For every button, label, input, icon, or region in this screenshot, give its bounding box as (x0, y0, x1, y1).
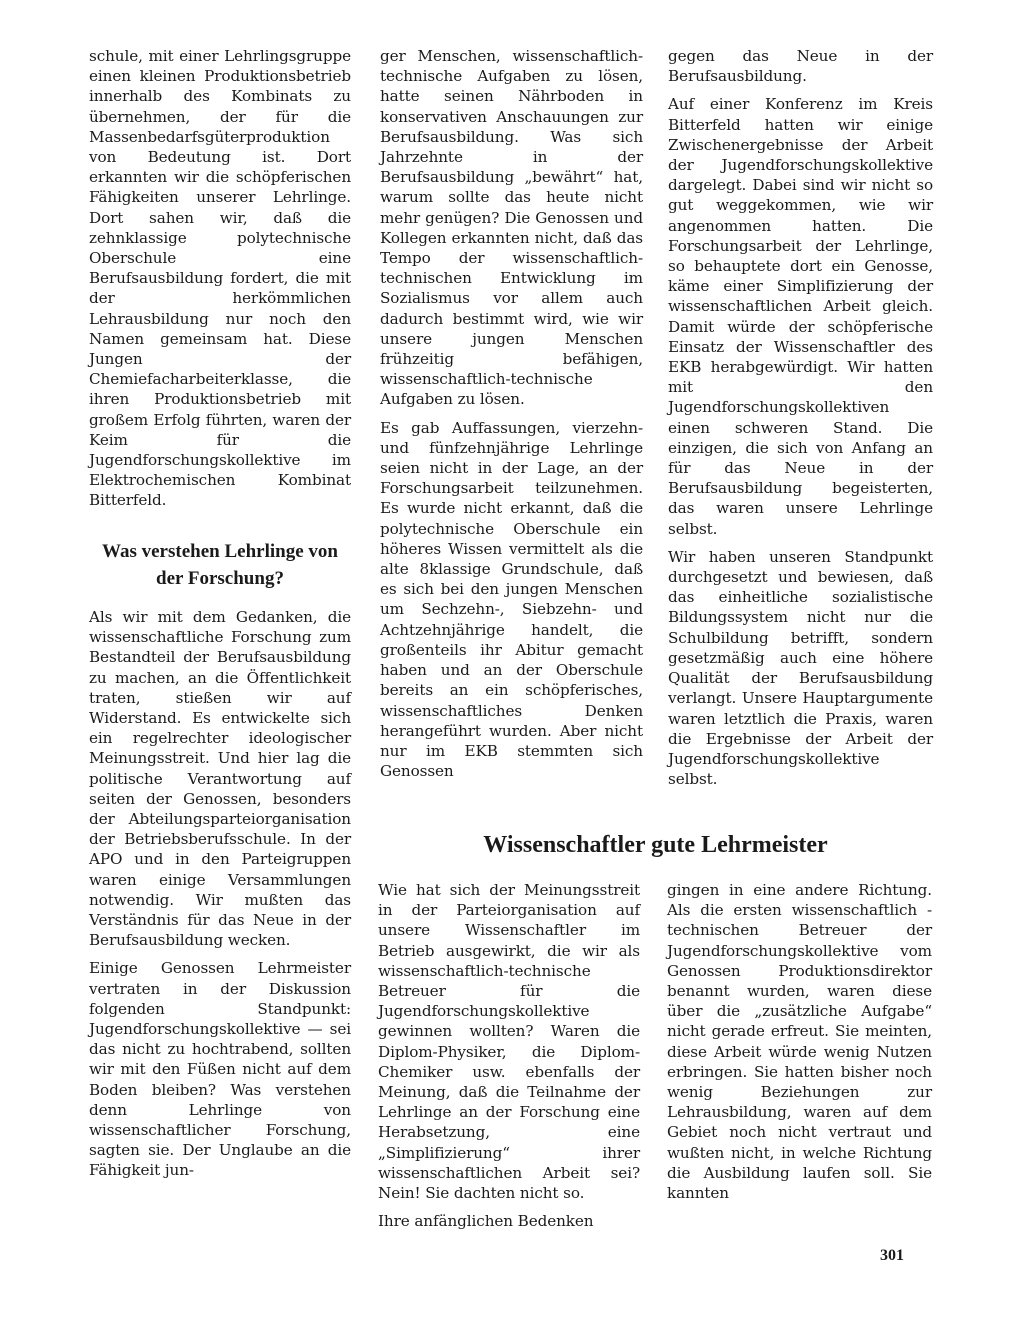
paragraph: Ihre anfänglichen Bedenken (378, 1212, 594, 1231)
paragraph: Es gab Auffassungen, vierzehn- und fünfzehnjährige Lehrlinge seien nicht in der Lage, an der Forschungsarbeit teilzunehmen. Es wurde nicht erkannt, daß die polytechnische Oberschule ein höheres Wissen vermittelt als die alte 8klassige Grundschule, daß es sich bei den jungen Menschen um Sechzehn-, Siebzehn- und Achtzehnjährige handelt, die großenteils ihr Abitur gemacht haben und an der Oberschule bereits an ein schöpferisches, wissenschaftliches Denken herangeführt wurden. Aber nicht nur im EKB stemmten sich Genossen (380, 418, 643, 781)
page-number: 301 (880, 1247, 904, 1264)
column-6-text (667, 880, 932, 1211)
paragraph: ger Menschen, wissenschaftlich-technische Aufgaben zu lösen, hatte seinen Nährboden in konservativen Anschauungen zur Berufsausbildung. Was sich Jahrzehnte in der Berufsausbildung „bewährt“ hat, warum sollte das heute nicht mehr genügen? Die Genossen und Kollegen erkannten nicht, daß das Tempo der wissenschaftlich-technischen Entwicklung im Sozialismus vor allem auch dadurch bestimmt wird, wie wir unsere jungen Menschen frühzeitig befähigen, wissenschaftlich-technische Aufgaben zu lösen. (380, 47, 643, 409)
section-heading-lehrmeister: Wissenschaftler gute Lehrmeister (483, 832, 828, 858)
paragraph: Auf einer Konferenz im Kreis Bitterfeld hatten wir einige Zwischenergebnisse der Arbeit der Jugendforschungskollektive dargelegt. Dabei sind wir nicht so gut weggekommen, wie wir angenommen hatten. Die Forschungsarbeit der Lehrlinge, so behauptete dort ein Genosse, käme einer Simplifizierung der wissenschaftlichen Arbeit gleich. Damit würde der schöpferische Einsatz der Wissenschaftler des EKB herabgewürdigt. Wir hatten mit den Jugendforschungskollektiven einen schweren Stand. Die einzigen, die sich von Anfang an für das Neue in der Berufsausbildung begeisterten, das waren unsere Lehrlinge selbst. (668, 95, 933, 538)
paragraph: schule, mit einer Lehrlingsgruppe einen kleinen Produktionsbetrieb innerhalb des Kombinats zu übernehmen, der für die Massenbedarfsgüterproduktion von Bedeutung ist. Dort erkannten wir die schöpferischen Fähigkeiten unserer Lehrlinge. Dort sahen wir, daß die zehnklassige polytechnische Oberschule eine Berufsausbildung fordert, die mit der herkömmlichen Lehrausbildung nur noch den Namen gemeinsam hat. Diese Jungen der Chemiefacharbeiterklasse, die ihren Produktionsbetrieb mit großem Erfolg führten, waren der Keim für die Jugendforschungskollektive im Elektrochemischen Kombinat Bitterfeld. (89, 47, 351, 510)
column-5-text (378, 880, 640, 1239)
column-3-text (668, 46, 933, 797)
paragraph: Wie hat sich der Meinungsstreit in der Parteiorganisation auf unsere Wissenschaftler im Betrieb ausgewirkt, die wir als wissenschaftlich-technische Betreuer für die Jugendforschungskollektive gewinnen wollten? Waren die Diplom-Physiker, die Diplom-Chemiker usw. ebenfalls der Meinung, daß die Teilnahme der Lehrlinge an der Forschung eine Herabsetzung, eine „Simplifizierung“ ihrer wissenschaftlichen Arbeit sei? Nein! Sie dachten nicht so. (378, 881, 640, 1203)
column-1b-text (89, 607, 351, 1189)
column-1-text (89, 46, 351, 519)
paragraph: gegen das Neue in der Berufsausbildung. (668, 47, 933, 86)
paragraph: Einige Genossen Lehrmeister vertraten in der Diskussion folgenden Standpunkt: Jugendforschungskollektive — sei das nicht zu hochtrabend, sollten wir mit den Füßen nicht auf dem Boden bleiben? Was verstehen denn Lehrlinge von wissenschaftlicher Forschung, sagten sie. Der Unglaube an die Fähigkeit jun- (89, 959, 351, 1180)
section-heading-forschung: Was verstehen Lehrlinge von der Forschung? (102, 541, 338, 589)
paragraph: Wir haben unseren Standpunkt durchgesetzt und bewiesen, daß das einheitliche sozialistische Bildungssystem nicht nur die Schulbildung betrifft, sondern gesetzmäßig auch eine höhere Qualität der Berufsausbildung verlangt. Unsere Hauptargumente waren letztlich die Praxis, waren die Ergebnisse der Arbeit der Jugendforschungskollektive selbst. (668, 547, 933, 789)
paragraph: Als wir mit dem Gedanken, die wissenschaftliche Forschung zum Bestandteil der Berufsausbildung zu machen, an die Öffentlichkeit traten, stießen wir auf Widerstand. Es entwickelte sich ein regelrechter ideologischer Meinungsstreit. Und hier lag die politische Verantwortung auf seiten der Genossen, besonders der Abteilungsparteiorganisation der Betriebsberufsschule. In der APO und in den Parteigruppen waren einige Versammlungen notwendig. Wir mußten das Verständnis für das Neue in der Berufsausbildung wecken. (89, 608, 351, 950)
column-2-text (380, 46, 643, 789)
paragraph: gingen in eine andere Richtung. Als die ersten wissenschaftlich - technischen Betreuer der Jugendforschungskollektive vom Genossen Produktionsdirektor benannt wurden, waren diese über die „zusätzliche Aufgabe“ nicht gerade erfreut. Sie meinten, diese Arbeit würde wenig Nutzen erbringen. Sie hatten bisher noch wenig Beziehungen zur Lehrausbildung, waren auf dem Gebiet noch nicht vertraut und wußten nicht, in welche Richtung die Ausbildung laufen soll. Sie kannten (667, 881, 932, 1203)
